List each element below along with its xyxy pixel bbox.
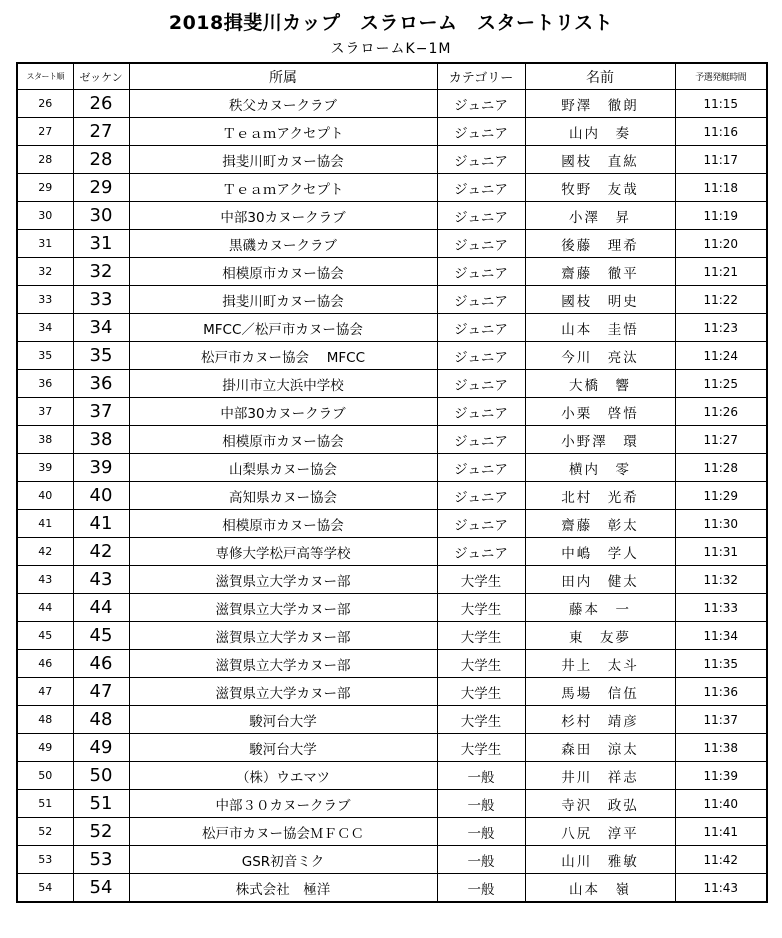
start-time-cell: 11:29 — [675, 482, 767, 510]
header-category: カテゴリー — [437, 63, 525, 90]
start-order-cell: 33 — [17, 286, 73, 314]
table-row — [17, 706, 767, 734]
affiliation-cell: 高知県カヌー協会 — [129, 482, 437, 510]
bib-cell: 39 — [73, 454, 129, 482]
category-cell: ジュニア — [437, 482, 525, 510]
bib-cell: 40 — [73, 482, 129, 510]
page-title: 2018揖斐川カップ スラローム スタートリスト — [168, 12, 614, 34]
affiliation-cell: MFCC／松戸市カヌー協会 — [129, 314, 437, 342]
start-order-cell: 38 — [17, 426, 73, 454]
start-time-cell: 11:43 — [675, 874, 767, 903]
start-order-cell: 35 — [17, 342, 73, 370]
table-row — [17, 734, 767, 762]
affiliation-cell: 滋賀県立大学カヌー部 — [129, 650, 437, 678]
affiliation-cell: 滋賀県立大学カヌー部 — [129, 622, 437, 650]
name-cell: 山本 圭悟 — [525, 314, 675, 342]
affiliation-cell: 駿河台大学 — [129, 734, 437, 762]
category-cell: ジュニア — [437, 426, 525, 454]
header-name: 名前 — [525, 63, 675, 90]
start-order-cell: 40 — [17, 482, 73, 510]
affiliation-cell: Ｔｅａｍアクセプト — [129, 118, 437, 146]
affiliation-cell: 松戸市カヌー協会ＭＦＣＣ — [129, 818, 437, 846]
header-row — [17, 63, 767, 90]
category-cell: 大学生 — [437, 566, 525, 594]
start-time-cell: 11:38 — [675, 734, 767, 762]
bib-cell: 51 — [73, 790, 129, 818]
category-cell: ジュニア — [437, 118, 525, 146]
bib-cell: 41 — [73, 510, 129, 538]
start-order-cell: 41 — [17, 510, 73, 538]
category-cell: 大学生 — [437, 734, 525, 762]
bib-cell: 49 — [73, 734, 129, 762]
affiliation-cell: 秩父カヌークラブ — [129, 90, 437, 118]
start-order-cell: 39 — [17, 454, 73, 482]
name-cell: 田内 健太 — [525, 566, 675, 594]
start-time-cell: 11:27 — [675, 426, 767, 454]
start-time-cell: 11:19 — [675, 202, 767, 230]
bib-cell: 44 — [73, 594, 129, 622]
affiliation-cell: Ｔｅａｍアクセプト — [129, 174, 437, 202]
bib-cell: 34 — [73, 314, 129, 342]
name-cell: 井川 祥志 — [525, 762, 675, 790]
affiliation-cell: 中部３０カヌークラブ — [129, 790, 437, 818]
affiliation-cell: 相模原市カヌー協会 — [129, 258, 437, 286]
table-row — [17, 118, 767, 146]
start-time-cell: 11:39 — [675, 762, 767, 790]
name-cell: 小澤 昇 — [525, 202, 675, 230]
page-subtitle: スラロームK−1M — [330, 41, 452, 57]
table-row — [17, 90, 767, 118]
name-cell: 馬場 信伍 — [525, 678, 675, 706]
table-row — [17, 230, 767, 258]
category-cell: 一般 — [437, 846, 525, 874]
name-cell: 國枝 明史 — [525, 286, 675, 314]
affiliation-cell: 相模原市カヌー協会 — [129, 426, 437, 454]
table-row — [17, 454, 767, 482]
start-order-cell: 27 — [17, 118, 73, 146]
start-time-cell: 11:23 — [675, 314, 767, 342]
table-row — [17, 370, 767, 398]
category-cell: ジュニア — [437, 174, 525, 202]
bib-cell: 35 — [73, 342, 129, 370]
table-row — [17, 482, 767, 510]
name-cell: 井上 太斗 — [525, 650, 675, 678]
header-start-time: 予選発艇時間 — [675, 63, 767, 90]
table-row — [17, 426, 767, 454]
start-order-cell: 30 — [17, 202, 73, 230]
affiliation-cell: （株）ウエマツ — [129, 762, 437, 790]
start-time-cell: 11:40 — [675, 790, 767, 818]
bib-cell: 47 — [73, 678, 129, 706]
start-time-cell: 11:18 — [675, 174, 767, 202]
table-row — [17, 398, 767, 426]
start-time-cell: 11:41 — [675, 818, 767, 846]
start-time-cell: 11:32 — [675, 566, 767, 594]
table-row — [17, 146, 767, 174]
bib-cell: 54 — [73, 874, 129, 903]
category-cell: 一般 — [437, 874, 525, 903]
category-cell: 一般 — [437, 790, 525, 818]
name-cell: 小野澤 環 — [525, 426, 675, 454]
name-cell: 野澤 徹朗 — [525, 90, 675, 118]
category-cell: ジュニア — [437, 286, 525, 314]
name-cell: 今川 亮汰 — [525, 342, 675, 370]
start-time-cell: 11:42 — [675, 846, 767, 874]
table-row — [17, 846, 767, 874]
table-row — [17, 818, 767, 846]
category-cell: ジュニア — [437, 230, 525, 258]
name-cell: 山内 奏 — [525, 118, 675, 146]
affiliation-cell: 中部30カヌークラブ — [129, 398, 437, 426]
category-cell: ジュニア — [437, 146, 525, 174]
start-order-cell: 37 — [17, 398, 73, 426]
table-row — [17, 538, 767, 566]
start-time-cell: 11:33 — [675, 594, 767, 622]
bib-cell: 38 — [73, 426, 129, 454]
table-row — [17, 286, 767, 314]
name-cell: 杉村 靖彦 — [525, 706, 675, 734]
affiliation-cell: 専修大学松戸高等学校 — [129, 538, 437, 566]
category-cell: ジュニア — [437, 510, 525, 538]
category-cell: ジュニア — [437, 370, 525, 398]
affiliation-cell: 山梨県カヌー協会 — [129, 454, 437, 482]
bib-cell: 28 — [73, 146, 129, 174]
table-row — [17, 762, 767, 790]
affiliation-cell: GSR初音ミク — [129, 846, 437, 874]
start-order-cell: 45 — [17, 622, 73, 650]
start-order-cell: 53 — [17, 846, 73, 874]
name-cell: 森田 涼太 — [525, 734, 675, 762]
bib-cell: 36 — [73, 370, 129, 398]
table-row — [17, 510, 767, 538]
category-cell: 大学生 — [437, 650, 525, 678]
start-order-cell: 36 — [17, 370, 73, 398]
table-row — [17, 566, 767, 594]
start-order-cell: 29 — [17, 174, 73, 202]
start-time-cell: 11:22 — [675, 286, 767, 314]
category-cell: 大学生 — [437, 678, 525, 706]
bib-cell: 32 — [73, 258, 129, 286]
start-time-cell: 11:26 — [675, 398, 767, 426]
start-order-cell: 44 — [17, 594, 73, 622]
start-order-cell: 54 — [17, 874, 73, 903]
name-cell: 寺沢 政弘 — [525, 790, 675, 818]
category-cell: 大学生 — [437, 706, 525, 734]
category-cell: 一般 — [437, 818, 525, 846]
name-cell: 東 友夢 — [525, 622, 675, 650]
category-cell: ジュニア — [437, 258, 525, 286]
bib-cell: 52 — [73, 818, 129, 846]
start-time-cell: 11:21 — [675, 258, 767, 286]
affiliation-cell: 相模原市カヌー協会 — [129, 510, 437, 538]
table-row — [17, 874, 767, 903]
start-time-cell: 11:36 — [675, 678, 767, 706]
name-cell: 山本 嶺 — [525, 874, 675, 903]
name-cell: 山川 雅敏 — [525, 846, 675, 874]
affiliation-cell: 滋賀県立大学カヌー部 — [129, 566, 437, 594]
bib-cell: 27 — [73, 118, 129, 146]
name-cell: 北村 光希 — [525, 482, 675, 510]
table-row — [17, 790, 767, 818]
affiliation-cell: 黒磯カヌークラブ — [129, 230, 437, 258]
start-time-cell: 11:24 — [675, 342, 767, 370]
bib-cell: 29 — [73, 174, 129, 202]
start-order-cell: 50 — [17, 762, 73, 790]
affiliation-cell: 滋賀県立大学カヌー部 — [129, 594, 437, 622]
name-cell: 小栗 啓悟 — [525, 398, 675, 426]
table-row — [17, 314, 767, 342]
bib-cell: 30 — [73, 202, 129, 230]
affiliation-cell: 掛川市立大浜中学校 — [129, 370, 437, 398]
name-cell: 横内 零 — [525, 454, 675, 482]
start-time-cell: 11:34 — [675, 622, 767, 650]
table-row — [17, 202, 767, 230]
category-cell: ジュニア — [437, 342, 525, 370]
name-cell: 牧野 友哉 — [525, 174, 675, 202]
category-cell: 大学生 — [437, 622, 525, 650]
start-order-cell: 48 — [17, 706, 73, 734]
start-time-cell: 11:30 — [675, 510, 767, 538]
name-cell: 齋藤 徹平 — [525, 258, 675, 286]
category-cell: ジュニア — [437, 90, 525, 118]
start-time-cell: 11:35 — [675, 650, 767, 678]
category-cell: ジュニア — [437, 398, 525, 426]
name-cell: 大橋 響 — [525, 370, 675, 398]
start-order-cell: 28 — [17, 146, 73, 174]
table-row — [17, 174, 767, 202]
bib-cell: 42 — [73, 538, 129, 566]
name-cell: 齋藤 彰太 — [525, 510, 675, 538]
start-time-cell: 11:28 — [675, 454, 767, 482]
start-time-cell: 11:20 — [675, 230, 767, 258]
start-order-cell: 32 — [17, 258, 73, 286]
category-cell: ジュニア — [437, 314, 525, 342]
bib-cell: 45 — [73, 622, 129, 650]
header-start-order: スタート順 — [17, 63, 73, 90]
name-cell: 中嶋 学人 — [525, 538, 675, 566]
bib-cell: 53 — [73, 846, 129, 874]
bib-cell: 37 — [73, 398, 129, 426]
start-order-cell: 46 — [17, 650, 73, 678]
start-time-cell: 11:31 — [675, 538, 767, 566]
table-row — [17, 258, 767, 286]
table-row — [17, 594, 767, 622]
name-cell: 國枝 直紘 — [525, 146, 675, 174]
affiliation-cell: 揖斐川町カヌー協会 — [129, 146, 437, 174]
start-order-cell: 49 — [17, 734, 73, 762]
header-affiliation: 所属 — [129, 63, 437, 90]
table-row — [17, 622, 767, 650]
start-time-cell: 11:37 — [675, 706, 767, 734]
start-time-cell: 11:25 — [675, 370, 767, 398]
start-order-cell: 42 — [17, 538, 73, 566]
category-cell: ジュニア — [437, 454, 525, 482]
start-time-cell: 11:17 — [675, 146, 767, 174]
affiliation-cell: 滋賀県立大学カヌー部 — [129, 678, 437, 706]
affiliation-cell: 松戸市カヌー協会 MFCC — [129, 342, 437, 370]
name-cell: 藤本 一 — [525, 594, 675, 622]
bib-cell: 50 — [73, 762, 129, 790]
start-order-cell: 31 — [17, 230, 73, 258]
name-cell: 後藤 理希 — [525, 230, 675, 258]
start-order-cell: 52 — [17, 818, 73, 846]
category-cell: 大学生 — [437, 594, 525, 622]
name-cell: 八尻 淳平 — [525, 818, 675, 846]
header-bib: ゼッケン — [73, 63, 129, 90]
bib-cell: 48 — [73, 706, 129, 734]
start-time-cell: 11:15 — [675, 90, 767, 118]
bib-cell: 46 — [73, 650, 129, 678]
table-row — [17, 650, 767, 678]
start-order-cell: 43 — [17, 566, 73, 594]
category-cell: ジュニア — [437, 538, 525, 566]
affiliation-cell: 中部30カヌークラブ — [129, 202, 437, 230]
start-list-table — [16, 62, 768, 903]
start-time-cell: 11:16 — [675, 118, 767, 146]
bib-cell: 43 — [73, 566, 129, 594]
bib-cell: 33 — [73, 286, 129, 314]
start-order-cell: 26 — [17, 90, 73, 118]
table-row — [17, 678, 767, 706]
start-order-cell: 34 — [17, 314, 73, 342]
affiliation-cell: 揖斐川町カヌー協会 — [129, 286, 437, 314]
affiliation-cell: 駿河台大学 — [129, 706, 437, 734]
start-order-cell: 51 — [17, 790, 73, 818]
category-cell: ジュニア — [437, 202, 525, 230]
start-order-cell: 47 — [17, 678, 73, 706]
bib-cell: 31 — [73, 230, 129, 258]
table-row — [17, 342, 767, 370]
affiliation-cell: 株式会社 極洋 — [129, 874, 437, 903]
bib-cell: 26 — [73, 90, 129, 118]
category-cell: 一般 — [437, 762, 525, 790]
